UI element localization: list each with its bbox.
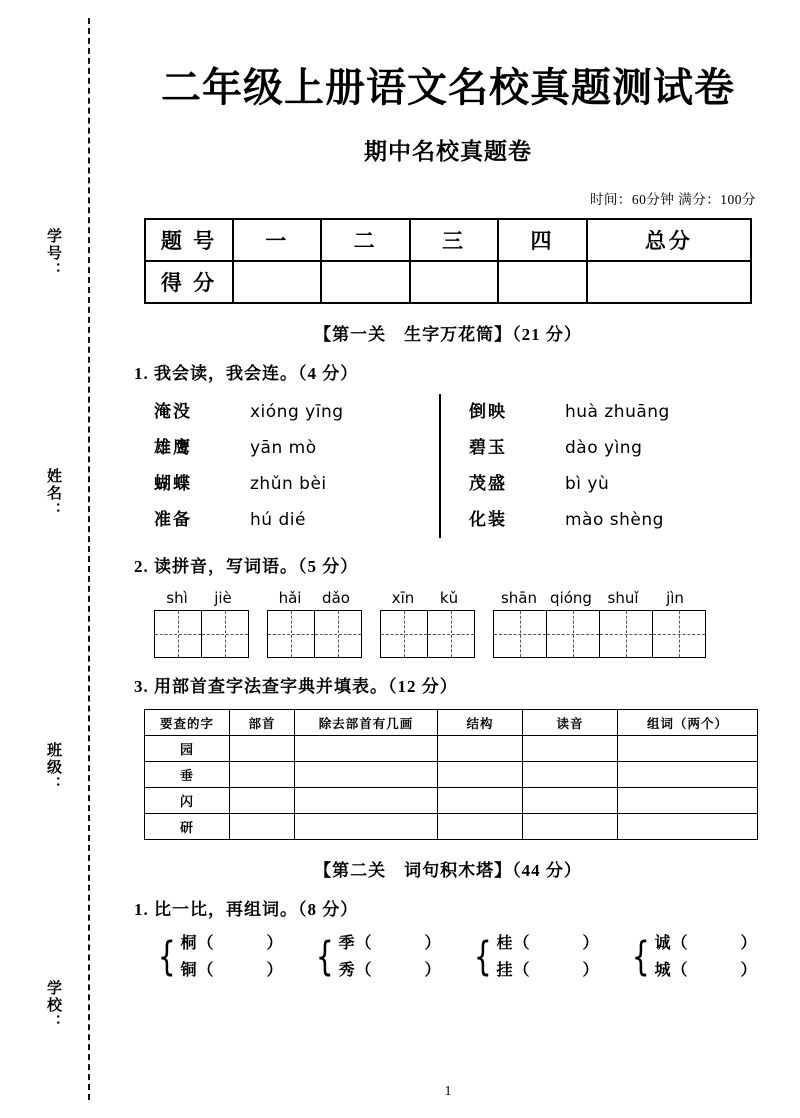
compare-item[interactable]: 秀（ ） [338,962,442,979]
field-student-id: 学号： [45,228,61,279]
match-word[interactable]: 倒映 [469,402,507,421]
pinyin-syllable: dǎo [322,589,350,607]
match-pinyin[interactable]: mào shèng [565,510,664,530]
pinyin-syllable: jìn [666,589,684,607]
score-table-cell: 一 [233,219,321,261]
question-2-1-label: 1. 比一比，再组词。（8 分） [134,900,359,919]
dict-cell-input[interactable] [523,814,618,840]
dict-cell-input[interactable] [230,814,295,840]
match-word[interactable]: 茂盛 [469,474,507,493]
pinyin-writing-exercise [154,589,800,658]
dictionary-table [144,709,758,840]
dict-cell-char: 垂 [145,762,230,788]
writing-grid [380,610,475,658]
compare-item[interactable]: 挂（ ） [496,962,600,979]
pinyin-syllable: shuǐ [607,589,639,607]
pinyin-syllable: kǔ [439,589,459,607]
matching-pinyin-left [250,394,439,538]
brace-icon: { [631,934,650,980]
compare-group [628,930,780,984]
match-word[interactable]: 化装 [469,510,507,529]
page-title: 二年级上册语文名校真题测试卷 [161,65,735,110]
match-word[interactable]: 蝴蝶 [154,474,192,493]
dict-cell-input[interactable] [295,736,438,762]
dict-col-header: 要查的字 [145,710,230,736]
brace-icon: { [473,934,492,980]
pinyin-syllable: shì [166,589,188,607]
compare-group [154,930,306,984]
pinyin-syllable: qióng [550,589,592,607]
brace-icon: { [315,934,334,980]
score-table-cell: 二 [321,219,409,261]
match-pinyin[interactable]: yān mò [250,438,317,458]
compare-items [496,930,599,984]
table-row [145,814,758,840]
dict-cell-input[interactable] [438,814,523,840]
compare-item[interactable]: 桂（ ） [496,935,600,952]
brace-icon: { [157,934,176,980]
pinyin-labels [267,589,362,607]
dict-col-header: 部首 [230,710,295,736]
score-table-cell: 总分 [587,219,751,261]
grid-cell[interactable] [494,611,547,657]
match-word[interactable]: 雄鹰 [154,438,192,457]
table-row [145,736,758,762]
match-pinyin[interactable]: dào yìng [565,438,643,458]
score-input-cell[interactable] [321,261,409,303]
grid-cell[interactable] [547,611,600,657]
question-1-1-label: 1. 我会读，我会连。（4 分） [134,364,359,383]
dict-cell-input[interactable] [295,762,438,788]
section-heading-2: 【第二关 词句积木塔】（44 分） [314,861,582,880]
score-input-cell[interactable] [498,261,586,303]
dict-cell-input[interactable] [230,762,295,788]
match-word[interactable]: 碧玉 [469,438,507,457]
question-1-3-label: 3. 用部首查字法查字典并填表。（12 分） [134,677,458,696]
dict-cell-input[interactable] [438,736,523,762]
grid-cell[interactable] [428,611,474,657]
grid-cell[interactable] [268,611,315,657]
score-input-cell[interactable] [410,261,498,303]
score-table-cell: 四 [498,219,586,261]
compare-item[interactable]: 桐（ ） [180,935,284,952]
question-1-2-label: 2. 读拼音，写词语。（5 分） [134,557,359,576]
page-number: 1 [444,1084,452,1099]
score-table-cell: 得 分 [145,261,233,303]
score-input-cell[interactable] [233,261,321,303]
dict-cell-input[interactable] [523,736,618,762]
dict-col-header: 读音 [523,710,618,736]
pinyin-labels [493,589,706,607]
compare-items [338,930,441,984]
pinyin-labels [380,589,475,607]
match-pinyin[interactable]: xióng yīng [250,402,344,422]
pinyin-group [154,589,249,658]
compare-items [654,930,757,984]
cut-line-dashed [88,18,90,1100]
dict-cell-input[interactable] [618,762,758,788]
field-name: 姓名： [45,468,61,519]
writing-grid [493,610,706,658]
match-pinyin[interactable]: bì yù [565,474,610,494]
table-header-row [145,710,758,736]
compare-item[interactable]: 季（ ） [338,935,442,952]
pinyin-labels [154,589,249,607]
compare-item[interactable]: 诚（ ） [654,935,758,952]
compare-item[interactable]: 铜（ ） [180,962,284,979]
grid-cell[interactable] [155,611,202,657]
compare-item[interactable]: 城（ ） [654,962,758,979]
score-input-cell[interactable] [587,261,751,303]
exam-info: 时间：60分钟 满分：100分 [589,192,756,207]
dictionary-table-container [96,709,800,840]
match-pinyin[interactable]: zhǔn bèi [250,474,327,494]
pinyin-group [493,589,706,658]
dict-cell-char: 闪 [145,788,230,814]
dict-cell-char: 研 [145,814,230,840]
matching-exercise [154,394,754,538]
dict-cell-input[interactable] [618,736,758,762]
pinyin-syllable: hǎi [278,589,302,607]
section-heading-1: 【第一关 生字万花筒】（21 分） [314,325,582,344]
pinyin-syllable: xīn [391,589,415,607]
table-row [145,219,751,261]
grid-cell[interactable] [315,611,361,657]
writing-grid [267,610,362,658]
matching-words-left [154,394,250,538]
matching-column-right [439,394,754,538]
dict-cell-input[interactable] [230,736,295,762]
grid-cell[interactable] [202,611,248,657]
grid-cell[interactable] [381,611,428,657]
dict-cell-input[interactable] [618,814,758,840]
dict-cell-input[interactable] [438,762,523,788]
score-table-cell: 题 号 [145,219,233,261]
table-row [145,762,758,788]
dict-cell-input[interactable] [295,814,438,840]
dict-col-header: 除去部首有几画 [295,710,438,736]
match-word[interactable]: 淹没 [154,402,192,421]
dict-cell-input[interactable] [295,788,438,814]
table-row [145,261,751,303]
page-subtitle: 期中名校真题卷 [364,139,532,164]
pinyin-syllable: jiè [214,589,232,607]
dict-col-header: 组词（两个） [618,710,758,736]
field-school: 学校： [45,980,61,1031]
score-table [144,218,752,304]
dict-cell-input[interactable] [230,788,295,814]
compare-group [312,930,464,984]
grid-cell[interactable] [653,611,705,657]
dict-cell-char: 园 [145,736,230,762]
table-row [145,788,758,814]
writing-grid [154,610,249,658]
compare-compose-exercise [154,930,800,984]
exam-paper-body [96,0,800,1118]
score-table-container [96,218,800,304]
dict-cell-input[interactable] [618,788,758,814]
match-pinyin[interactable]: huà zhuāng [565,402,670,422]
matching-pinyin-right [565,394,754,538]
match-word[interactable]: 准备 [154,510,192,529]
pinyin-group [380,589,475,658]
pinyin-syllable: shān [500,589,538,607]
matching-words-right [469,394,565,538]
pinyin-group [267,589,362,658]
match-pinyin[interactable]: hú dié [250,510,306,530]
compare-group [470,930,622,984]
score-table-cell: 三 [410,219,498,261]
field-class: 班级： [45,742,61,793]
dict-cell-input[interactable] [523,788,618,814]
dict-col-header: 结构 [438,710,523,736]
dict-cell-input[interactable] [523,762,618,788]
matching-column-left [154,394,439,538]
dict-cell-input[interactable] [438,788,523,814]
grid-cell[interactable] [600,611,653,657]
left-margin-strip [0,0,96,1118]
compare-items [180,930,283,984]
